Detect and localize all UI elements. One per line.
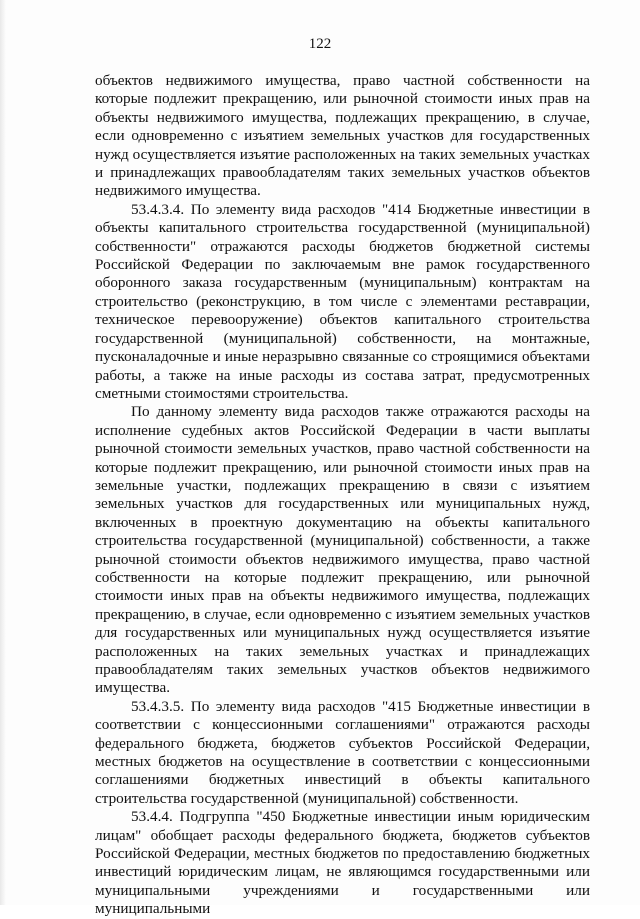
paragraph-53-4-3-4: 53.4.3.4. По элементу вида расходов "414 Бюджетные инвестиции в объекты капитального строительства государственной (муниципальной) собственности" отражаются расходы бюджетов бюджетной системы Российской Федерации по заключаемым вне рамок государственного оборонного заказа государственным (муниципальным) контрактам на строительство (реконструкцию, в том числе с элементами реставрации, техническое перевооружение) объектов капитального строительства государственной (муниципальной) собственности, на монтажные, пусконаладочные и иные неразрывно связанные со строящимися объектами работы, а также на иные расходы из состава затрат, предусмотренных сметными стоимостями строительства. bbox=[95, 200, 590, 402]
paragraph-53-4-4: 53.4.4. Подгруппа "450 Бюджетные инвестиции иным юридическим лицам" обобщает расходы федерального бюджета, бюджетов субъектов Российской Федерации, местных бюджетов по предоставлению бюджетных инвестиций юридическим лицам, не являющимся государственными или муниципальными учреждениями и государственными или муниципальными bbox=[95, 808, 590, 918]
paragraph-continuation: объектов недвижимого имущества, право частной собственности на которые подлежит прекращению, или рыночной стоимости иных прав на объекты недвижимого имущества, подлежащих прекращению, в случае, если одновременно с изъятием земельных участков для государственных нужд осуществляется изъятие расположенных на таких земельных участках и принадлежащих правообладателям таких земельных участков объектов недвижимого имущества. bbox=[95, 72, 590, 200]
paragraph-53-4-3-5: 53.4.3.5. По элементу вида расходов "415 Бюджетные инвестиции в соответствии с концессионными соглашениями" отражаются расходы федерального бюджета, бюджетов субъектов Российской Федерации, местных бюджетов на осуществление в соответствии с концессионными соглашениями бюджетных инвестиций в объекты капитального строительства государственной (муниципальной) собственности. bbox=[95, 697, 590, 807]
document-body bbox=[95, 72, 590, 919]
paragraph-court-acts: По данному элементу вида расходов также отражаются расходы на исполнение судебных актов Российской Федерации в части выплаты рыночной стоимости земельных участков, право частной собственности на которые подлежит прекращению, или рыночной стоимости иных прав на земельные участки, подлежащих прекращению в связи с изъятием земельных участков для государственных или муниципальных нужд, включенных в проектную документацию на объекты капитального строительства государственной (муниципальной) собственности, а также рыночной стоимости объектов недвижимого имущества, право частной собственности на которые подлежит прекращению, или рыночной стоимости иных прав на объекты недвижимого имущества, подлежащих прекращению, в случае, если одновременно с изъятием земельных участков для государственных или муниципальных нужд осуществляется изъятие расположенных на таких земельных участках и принадлежащих правообладателям таких земельных участков объектов недвижимого имущества. bbox=[95, 403, 590, 697]
page-number: 122 bbox=[308, 36, 332, 52]
page-edge-shadow bbox=[0, 0, 6, 905]
